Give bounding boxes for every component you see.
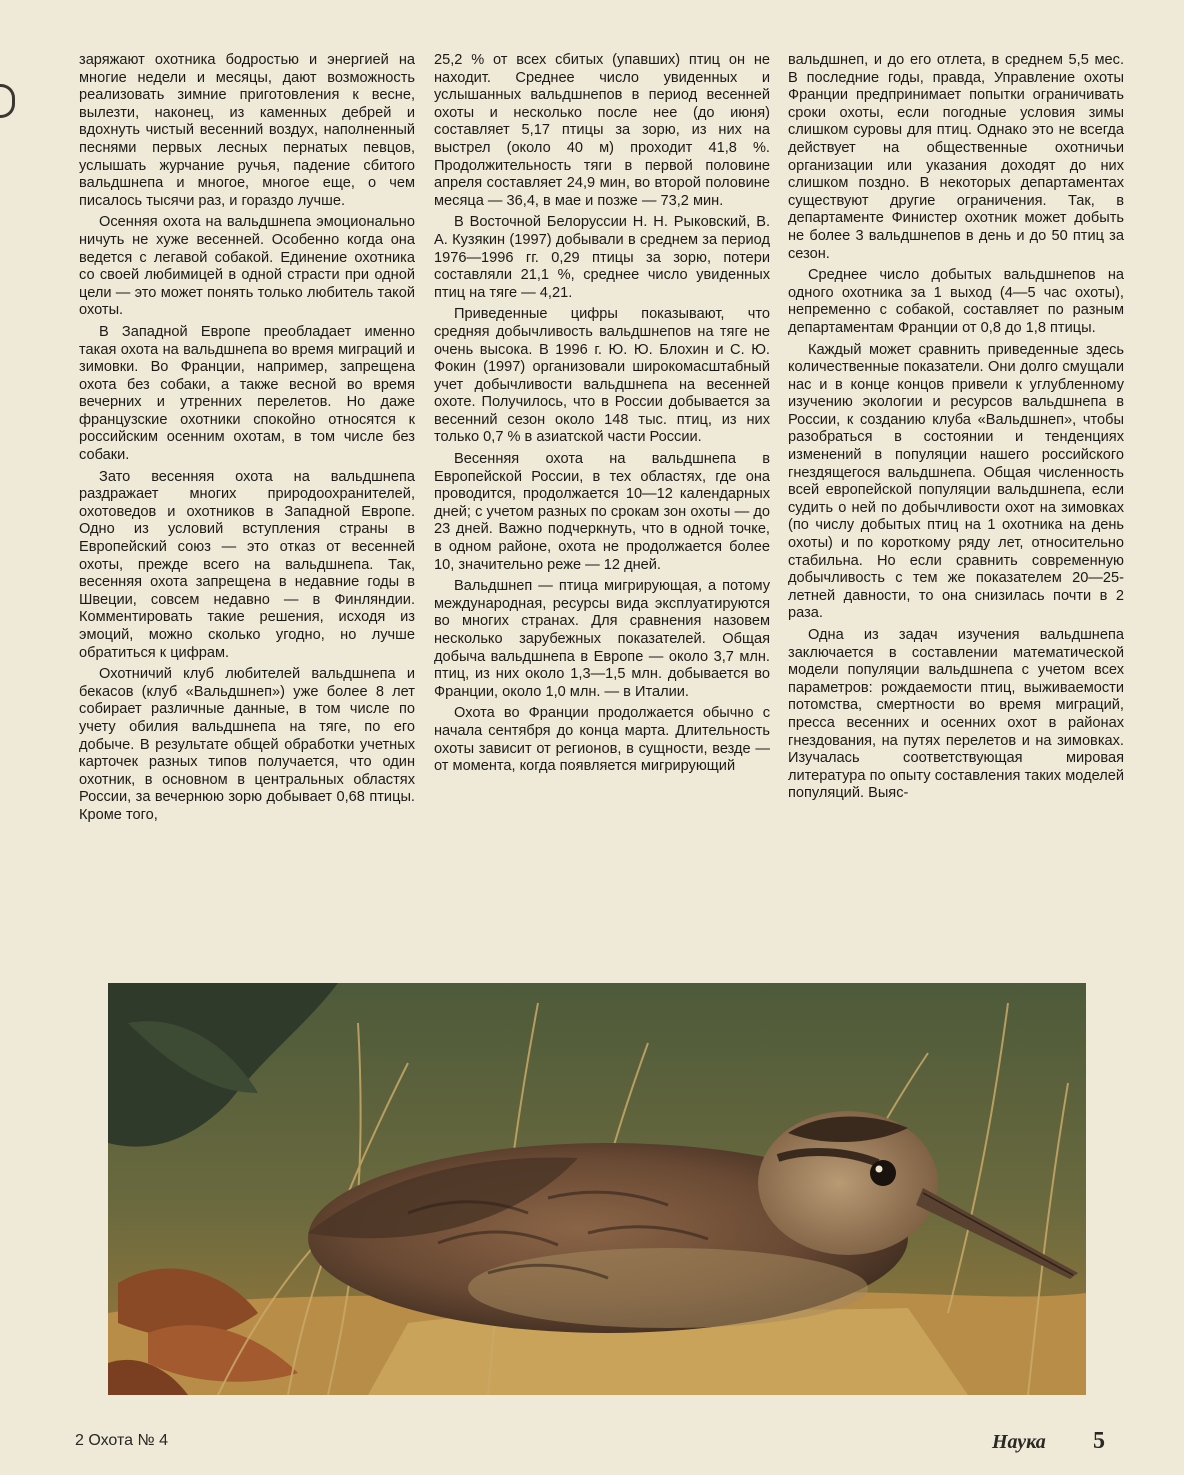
paragraph: Зато весенняя охота на вальдшнепа раздражает многих природоохранителей, охотоведов и охотников в Западной Европе. Одно из условий вступления страны в Европейский союз — это отказ от весенней охоты, прежде всего на вальдшнепа. Так, весенняя охота запрещена в недавние годы в Швеции, совсем недавно — в Финляндии. Комментировать такие решения, исходя из эмоций, можно сколько угодно, но лучше обратиться к цифрам. — [79, 468, 415, 661]
text-column-3 — [788, 52, 1124, 807]
issue-label: 2 Охота № 4 — [75, 1432, 168, 1449]
woodcock-illustration — [108, 983, 1086, 1395]
paragraph: Одна из задач изучения вальдшнепа заключается в составлении математической модели популяции вальдшнепа с учетом всех параметров: рождаемости птиц, выживаемости потомства, смертности во время миграций, пресса весенних и осенних охот в районах гнездования, на путях перелетов и на зимовках. Изучалась соответствующая мировая литература по опыту составления таких моделей популяций. Выяс- — [788, 627, 1124, 802]
section-title: Наука — [992, 1431, 1046, 1453]
paragraph: Весенняя охота на вальдшнепа в Европейской России, в тех областях, где она проводится, продолжается 10—12 календарных дней; с учетом разных по срокам зон охоты — до 23 дней. Важно подчеркнуть, что в одной точке, в одном районе, охота не продолжается более 10, значительно реже — 12 дней. — [434, 451, 770, 573]
text-column-2 — [434, 52, 770, 780]
paragraph: заряжают охотника бодростью и энергией на многие недели и месяцы, дают возможность реализовать зимние приготовления к весне, вылезти, наконец, из каменных дебрей и вдохнуть чистый весенний воздух, наполненный песнями первых лесных пернатых певцов, услышать журчание ручья, падение сбитого вальдшнепа и многое, многое еще, о чем писалось тысячи раз, и гораздо лучше. — [79, 52, 415, 209]
text-column-1 — [79, 52, 415, 829]
paragraph: Каждый может сравнить приведенные здесь количественные показатели. Они долго смущали нас и в конце концов привели к углубленному изучению экологии и ресурсов вальдшнепа в России, к созданию клуба «Вальдшнеп», чтобы разобраться в состоянии и тенденциях изменений в популяции нашего российского гнездящегося вальдшнепа. Общая численность всей европейской популяции вальдшнепа, если судить о ней по добычливости охот на зимовках (по числу добытых птиц на 1 охотника на день охоты) и по короткому ряду лет, относительно стабильна. Но если сравнить современную добычливость с тем же показателем 20—25-летней давности, то она снизилась почти в 2 раза. — [788, 341, 1124, 622]
woodcock-painting — [108, 983, 1086, 1395]
paragraph: В Западной Европе преобладает именно такая охота на вальдшнепа во время миграций и зимовки. Во Франции, например, запрещена охота без собаки, а также весной во время вечерних и утренних перелетов. Но даже французские охотники спокойно относятся к российским осенним охотам, в том числе без собаки. — [79, 323, 415, 464]
paragraph: Осенняя охота на вальдшнепа эмоционально ничуть не хуже весенней. Особенно когда она ведется с легавой собакой. Единение охотника со своей любимицей в одной страсти при одной цели — это может понять только любитель такой охоты. — [79, 214, 415, 319]
page-number: 5 — [1093, 1428, 1105, 1454]
page-edge-mark — [0, 84, 15, 118]
paragraph: В Восточной Белоруссии Н. Н. Рыковский, В. А. Кузякин (1997) добывали в среднем за период 1976—1996 гг. 0,29 птицы за зорю, потери составляли 21,1 %, среднее число увиденных птиц на тяге — 4,21. — [434, 214, 770, 301]
paragraph: Вальдшнеп — птица мигрирующая, а потому международная, ресурсы вида эксплуатируются во многих странах. Для сравнения назовем несколько зарубежных показателей. Общая добыча вальдшнепа в Европе — около 3,7 млн. птиц, из них около 1,3—1,5 млн. добывается во Франции, около 1,0 млн. — в Италии. — [434, 578, 770, 700]
paragraph: Охотничий клуб любителей вальдшнепа и бекасов (клуб «Вальдшнеп») уже более 8 лет собирает различные данные, в том числе по учету обилия вальдшнепа на тяге, по его добыче. В результате общей обработки учетных карточек разных типов получается, что один охотник, в основном в центральных областях России, за вечернюю зорю добывает 0,68 птицы. Кроме того, — [79, 666, 415, 823]
paragraph: Среднее число добытых вальдшнепов на одного охотника за 1 выход (4—5 час охоты), непременно с собакой, составляет по разным департаментам Франции от 0,8 до 1,8 птицы. — [788, 267, 1124, 336]
paragraph: Приведенные цифры показывают, что средняя добычливость вальдшнепов на тяге не очень высока. В 1996 г. Ю. Ю. Блохин и С. Ю. Фокин (1997) организовали широкомасштабный учет добычливости вальдшнепа на весенней охоте. Получилось, что в России добывается за весенний сезон около 148 тыс. птиц, из них только 0,7 % в азиатской части России. — [434, 306, 770, 446]
paragraph: Охота во Франции продолжается обычно с начала сентября до конца марта. Длительность охоты зависит от регионов, в сущности, везде — от момента, когда появляется мигрирующий — [434, 705, 770, 775]
paragraph: 25,2 % от всех сбитых (упавших) птиц он не находит. Среднее число увиденных и услышанных вальдшнепов в период весенней охоты и несколько после нее (до июня) составляет 5,17 птицы за зорю, из них на выстрел (около 40 м) проходит 41,8 %. Продолжительность тяги в первой половине апреля составляет 24,9 мин, во второй половине месяца — 36,4, в мае и позже — 73,2 мин. — [434, 52, 770, 209]
paragraph: вальдшнеп, и до его отлета, в среднем 5,5 мес. В последние годы, правда, Управление охоты Франции предпринимает попытки ограничивать сроки охоты, если погодные условия зимы слишком суровы для птиц. Однако это не всегда действует на общественные охотничьи организации или указания доходят до них слишком поздно. В некоторых департаментах существуют другие ограничения. Так, в департаменте Финистер охотник может добыть не более 3 вальдшнепов в день и до 50 птиц за сезон. — [788, 52, 1124, 262]
